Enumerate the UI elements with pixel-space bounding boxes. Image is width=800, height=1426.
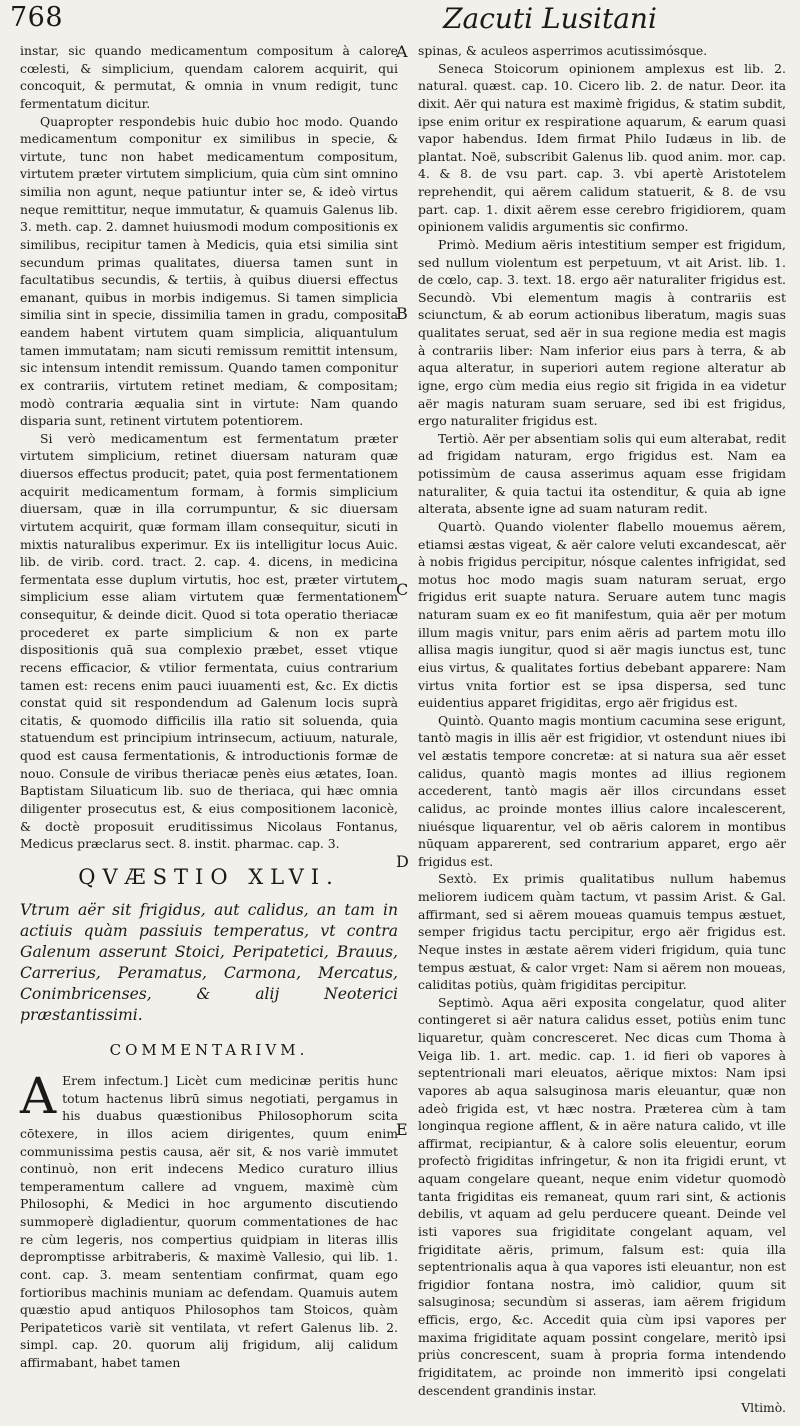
margin-letter-a: A <box>396 42 408 61</box>
margin-letter-c: C <box>396 580 409 599</box>
commentary-text: Erem infectum.] Licèt cum medicinæ peritis hunc totum hactenus librū simus negotiati, pergamus in his duabus quæstionibus Philosophorum scita cōtexere, in illos aciem dirigentes, quum enim communissima pestis causa, aër sit, & nos variè immutet continuò, non erit indecens Medico curaturo illius temperamentum callere ad vnguem, maximè cùm Philosophi, & Medici in hoc argumento discutiendo summoperè digladientur, quorum commentationes de hac re cùm legeris, nos compertius quidpiam in literas illis depromptisse arbitraberis, & maximè Vallesio, qui lib. 1. cont. cap. 3. meam sententiam confirmat, quam ego fortioribus machinis muniam ac defendam. Quamuis autem quæstio apud antiquos Philosophos tam Stoicos, quàm Peripateticos variè sit ventilata, vt refert Galenus lib. 2. simpl. cap. 20. quorum alij frigidum, alij calidum affirmabant, habet tamen <box>20 1073 398 1370</box>
left-paragraph: Si verò medicamentum est fermentatum præter virtutem simplicium, retinet diuersam naturam quæ diuersos effectus producit; patet, quia post fermentationem acquirit medicamentum formam, à formis simplicium diuersam, quæ in illa corrumpuntur, & sic diuersam virtutem acquirit, quæ formam illam consequitur, sicuti in mixtis naturalibus experimur. Ex iis intelligitur locus Auic. lib. de virib. cord. tract. 2. cap. 4. dicens, in medicina fermentata esse duplum virtutis, hoc est, præter virtutem simplicium esse aliam virtutem quæ fermentationem consequitur, & deinde dicit. Quod si tota operatio theriacæ procederet ex parte simplicium & non ex parte dispositionis quā sua complexio præbet, esset vtique recens efficacior, & vtilior fermentata, cuius contrarium tamen est: recens enim pauci iuuamenti est, &c. Ex dictis constat quid sit respondendum ad Galenum locis suprà citatis, & quomodo difficilis illa ratio sit soluenda, quia statuendum est principium intrinsecum, actiuum, naturale, quod est causa fermentationis, & introductionis formæ de nouo. Consule de viribus theriacæ penès eius ætates, Ioan. Baptistam Siluaticum lib. suo de theriaca, qui hæc omnia diligenter prosecutus est, & eius compositionem laconicè, & doctè proposuit eruditissimus Nicolaus Fontanus, Medicus præclarus sect. 8. instit. pharmac. cap. 3. <box>20 430 398 852</box>
margin-letter-b: B <box>396 304 408 323</box>
commentary-paragraph <box>20 1067 398 1372</box>
drop-cap: A <box>20 1067 57 1125</box>
page-number: 768 <box>10 2 64 33</box>
catchword: Vltimò. <box>741 1400 786 1416</box>
running-head: Zacuti Lusitani <box>443 2 657 35</box>
commentary-title: COMMENTARIVM. <box>109 1041 309 1060</box>
left-paragraph: instar, sic quando medicamentum compositum à calore cœlesti, & simplicium, quendam calorem acquirit, qui concoquit, & permutat, & omnia in vnum redigit, tunc fermentatum dicitur. <box>20 43 398 111</box>
margin-letter-e: E <box>396 1120 408 1139</box>
right-paragraph: Quintò. Quanto magis montium cacumina sese erigunt, tantò magis in illis aër est frigidior, vt ostendunt niues ibi vel æstatis tempore concretæ: at si natura sua aër esset calidus, quantò magis montes ad illius regionem accederent, tantò magis aër illos circundans esset calidus, ac proinde montes illius calore incalescerent, niuésque liquarentur, vel ob aëris calorem in montibus nūquam apparerent, sed contrarium apparet, ergo aër frigidus est. <box>418 712 786 869</box>
question-text: Vtrum aër sit frigidus, aut calidus, an tam in actiuis quàm passiuis temperatus, vt contra Galenum asserunt Stoici, Peripatetici, Brauus, Carrerius, Peramatus, Carmona, Mercatus, Conimbricenses, & alij Neoterici præstantissimi. <box>20 901 398 1025</box>
right-paragraph: Sextò. Ex primis qualitatibus nullum habemus meliorem iudicem quàm tactum, vt passim Arist. & Gal. affirmant, sed si aërem moueas quamuis tempus æstuet, semper frigidus tactu percipitur, ergo aër frigidus est. Neque instes in æstate aërem videri frigidum, quia tunc tempus æstuat, & calor vrget: Nam si aërem non moueas, caliditas potiùs, quàm frigiditas percipitur. <box>418 871 786 993</box>
right-paragraph: Tertiò. Aër per absentiam solis qui eum alterabat, redit ad frigidam naturam, ergo frigidus est. Nam ea potissimùm de causa asserimus aquam esse frigidam naturaliter, & quia tactui ita ostenditur, & quia ab igne alterata, absente igne ad suam naturam redit. <box>418 430 786 517</box>
left-column <box>20 42 398 1372</box>
margin-letter-d: D <box>396 852 409 871</box>
right-paragraph: Primò. Medium aëris intestitium semper est frigidum, sed nullum violentum est perpetuum, vt ait Arist. lib. 1. de cœlo, cap. 3. text. 18. ergo aër naturaliter frigidus est. Secundò. Vbi elementum magis à contrariis est sciunctum, & ab eorum actionibus liberatum, magis suas qualitates seruat, sed aër in sua regione media est magis à contrariis liber: Nam inferior eius pars à terra, & ab aqua alteratur, in superiori autem regione alteratur ab igne, ergo cùm media eius regio sit frigida in ea videtur aër magis naturam suam seruare, sed ibi est frigidus, ergo naturaliter frigidus est. <box>418 236 786 429</box>
question-title: QVÆSTIO XLVI. <box>78 864 340 889</box>
right-paragraph: Quartò. Quando violenter flabello mouemus aërem, etiamsi æstas vigeat, & aër calore veluti excandescat, aër à nobis frigidus percipitur, nósque calentes infrigidat, sed motus hoc modo magis suam naturam seruat, ergo frigidus erit suapte natura. Seruare autem tunc magis naturam suam ex eo fit manifestum, quia aër per motum illum magis vnitur, pars enim aëris ad partem motu illo allisa magis iungitur, quod si aër magis iunctus est, tunc eius virtus, & qualitates fortius debebant apparere: Nam virtus vnita fortior est se ipsa dispersa, sed tunc euidentius apparet frigiditas, ergo aër frigidus est. <box>418 518 786 711</box>
right-paragraph: Seneca Stoicorum opinionem amplexus est lib. 2. natural. quæst. cap. 10. Cicero lib. 2. de natur. Deor. ita dixit. Aër qui natura est maximè frigidus, & statim subdit, ipse enim oritur ex respiratione aquarum, & earum quasi vapor habendus. Idem firmat Philo Iudæus in lib. de plantat. Noë, subscribit Galenus lib. quod anim. mor. cap. 4. & 8. de vsu part. cap. 3. vbi apertè Aristotelem reprehendit, qui aërem calidum statuerit, & 8. de vsu part. cap. 1. dixit aërem esse cerebro frigidiorem, quam opinionem validis argumentis sic confirmo. <box>418 60 786 235</box>
right-column <box>418 42 786 1417</box>
left-paragraph: Quapropter respondebis huic dubio hoc modo. Quando medicamentum componitur ex similibus in specie, & virtute, tunc non habet medicamentum compositum, virtutem præter virtutem simplicium, quia cùm sint omnino similia non agunt, neque patiuntur inter se, & ideò virtus neque remittitur, neque immutatur, & quamuis Galenus lib. 3. meth. cap. 2. damnet huiusmodi modum compositionis ex similibus, recipitur tamen à Medicis, quia etsi similia sint secundum primas qualitates, diuersa tamen sunt in facultatibus secundis, & tertiis, à quibus diuersi effectus emanant, quibus in morbis indigemus. Si tamen simplicia similia sint in specie, dissimilia tamen in gradu, composita eandem habent virtutem quam simplicia, aliquantulum tamen immutatam; nam sicuti remissum remittit intensum, sic intensum intendit remissum. Quando tamen componitur ex contrariis, virtutem retinet mediam, & compositam; modò contraria æqualia sint in virtute: Nam quando disparia sunt, retinent virtutem potentiorem. <box>20 113 398 429</box>
margin-letters <box>396 40 414 1340</box>
right-paragraph: Septimò. Aqua aëri exposita congelatur, quod aliter contingeret si aër natura calidus esset, potiùs enim tunc liquaretur, quàm concresceret. Nec dicas cum Thoma à Veiga lib. 1. art. medic. cap. 1. id fieri ob vapores à septentrionali mari eleuatos, aërique mixtos: Nam ipsi vapores ab aqua salsuginosa maris eleuantur, quæ non adeò frigida est, vt hæc nostra. Præterea cùm à tam longinqua regione afflent, & in aëre natura calido, vt ille affirmat, recipiantur, & à calore solis eleuentur, eorum profectò frigiditas infringetur, & non ita frigidi erunt, vt aquam congelare queant, neque enim videtur quomodò tanta frigiditas eis remaneat, quum rari sint, & actionis debilis, vt aquam ad gelu perducere queant. Deinde vel isti vapores sua frigiditate congelant aquam, vel frigiditate aëris, primum, falsum est: quia illa septentrionalis aqua à qua vapores isti eleuantur, non est frigidior fontana nostra, imò calidior, quum sit salsuginosa; secundùm si asseras, iam aërem frigidum efficis, ergo, &c. Accedit quia cùm ipsi vapores per maxima frigiditate aquam possint congelare, meritò ipsi priùs concrescent, suam à propria forma intendendo frigiditatem, ac proinde non immeritò ipsi congelati descendent grandinis instar. <box>418 994 786 1398</box>
right-paragraph: spinas, & aculeos asperrimos acutissimósque. <box>418 43 708 58</box>
